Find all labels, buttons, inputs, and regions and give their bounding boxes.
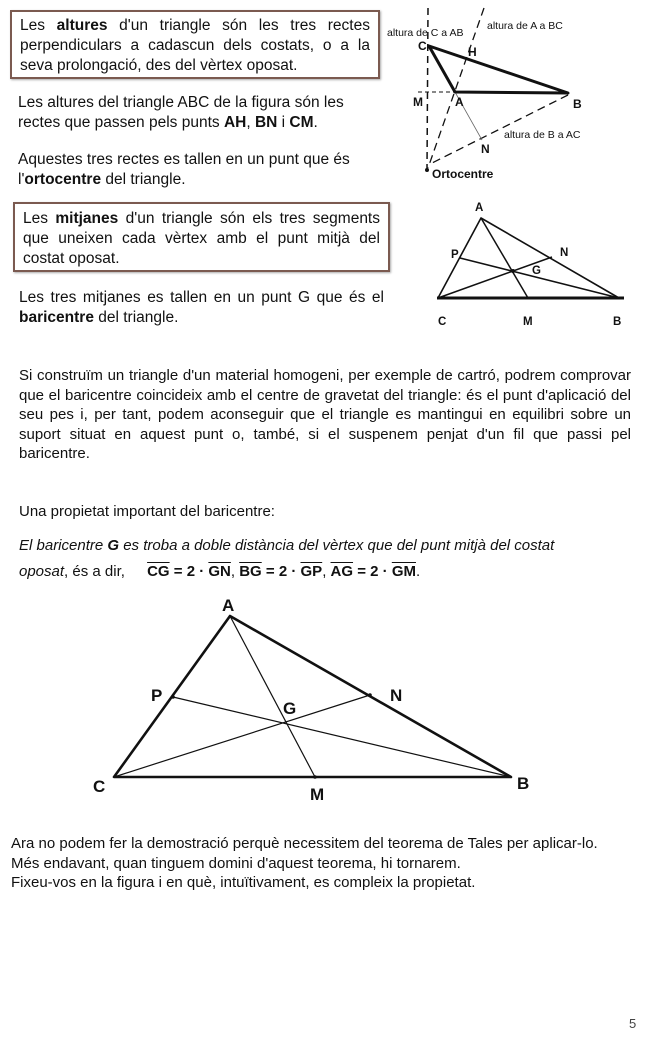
- orthocenter-point: [425, 168, 429, 172]
- triangle-abc: [429, 46, 568, 93]
- label-h: H: [468, 45, 477, 59]
- term-ortocentre: ortocentre: [24, 171, 102, 188]
- property-statement: [19, 533, 639, 585]
- equation-bg: $\overline{BG} = 2 \cdot \overline{GP}$,: [239, 563, 327, 580]
- median-cn-large: [114, 695, 370, 777]
- property-line-2: oposat, és a dir, $\overline{CG} = 2 \cdot \overline{GN}$, $\overline{BG} = 2 \cdot \overline{GP}$, $\overline{AG} = 2 \cdot \overline{GM}$.: [19, 563, 421, 580]
- label-alt-b: altura de B a AC: [504, 129, 581, 141]
- median-bp-large: [173, 697, 511, 777]
- label-alt-a: altura de A a BC: [487, 20, 563, 32]
- label-m: M: [413, 95, 423, 109]
- mitjanes-definition: Les mitjanes d'un triangle són els tres segments que uneixen cada vèrtex amb el punt mitjà del costat oposat.: [23, 210, 380, 267]
- altures-definition-box: [10, 10, 380, 79]
- label-g-large: G: [283, 699, 297, 718]
- page-number: 5: [629, 1016, 637, 1031]
- label-g-small: G: [532, 265, 541, 277]
- side-ca-ab: [438, 218, 619, 298]
- altures-definition: Les altures d'un triangle són les tres rectes perpendiculars a cadascun dels costats, o a la seva prolongació, des del vèrtex oposat.: [20, 17, 370, 74]
- medians-small-figure: [400, 190, 645, 335]
- label-c-large: C: [93, 777, 106, 796]
- label-p-large: P: [151, 686, 163, 705]
- ortocentre-paragraph: Aquestes tres rectes es tallen en un punt que és l'ortocentre del triangle.: [18, 151, 350, 188]
- median-bp: [460, 258, 619, 298]
- term-mitjanes: mitjanes: [55, 210, 119, 227]
- label-ortocentre: Ortocentre: [432, 167, 494, 181]
- property-line-1: El baricentre G es troba a doble distància del vèrtex que del punt mitjà del costat: [19, 537, 555, 554]
- label-b-small: B: [613, 316, 622, 328]
- closing-line-3: Fixeu-vos en la figura i en què, intuïtivament, es compleix la propietat.: [11, 874, 476, 891]
- cartro-paragraph: Si construïm un triangle d'un material homogeni, per exemple de cartró, podrem comprovar que el baricentre coincideix amb el centre de gravetat del triangle: és el punt d'aplicació del seu pes i, per tant, podem aconseguir que el triangle es mantingui en equilibri sobre un suport situat en aquest punt o, també, si el suspenem penjat d'un fil que passi pel baricentre.: [19, 367, 631, 462]
- mitjanes-definition-box: [13, 202, 390, 272]
- label-a-large: A: [222, 596, 235, 615]
- point-n: [368, 693, 372, 697]
- label-c: C: [418, 39, 427, 53]
- label-b-large: B: [517, 774, 530, 793]
- label-m-large: M: [310, 785, 325, 804]
- closing-line-1: Ara no podem fer la demostració perquè necessitem del teorema de Tales per aplicar-lo.: [11, 835, 598, 852]
- label-m-small: M: [523, 316, 533, 328]
- closing-line-2: Més endavant, quan tinguem domini d'aquest teorema, hi tornarem.: [11, 854, 461, 872]
- label-alt-c: altura de C a AB: [387, 27, 464, 39]
- label-n: N: [481, 142, 490, 156]
- median-am: [481, 218, 528, 298]
- medians-large-figure: [80, 585, 560, 815]
- label-n-large: N: [390, 686, 403, 705]
- property-heading: Una propietat important del baricentre:: [19, 503, 275, 520]
- point-m: [313, 775, 317, 779]
- equation-ag: $\overline{AG} = 2 \cdot \overline{GM}$.: [330, 563, 421, 580]
- baricentre-paragraph: Les tres mitjanes es tallen en un punt G que és el baricentre del triangle.: [19, 289, 384, 326]
- equation-cg: $\overline{CG} = 2 \cdot \overline{GN}$,: [147, 563, 236, 580]
- term-baricentre: baricentre: [19, 309, 94, 326]
- term-altures: altures: [56, 17, 108, 34]
- label-a-small: A: [475, 202, 484, 214]
- point-p: [171, 695, 175, 699]
- label-b: B: [573, 97, 582, 111]
- label-a: A: [455, 95, 464, 109]
- label-n-small: N: [560, 247, 569, 259]
- altures-paragraph: Les altures del triangle ABC de la figura són les rectes que passen pels punts AH, BN i CM.: [18, 94, 344, 131]
- closing-paragraph: [11, 834, 643, 893]
- point-g-small: [511, 269, 515, 273]
- orthocenter-figure: [380, 0, 645, 195]
- label-c-small: C: [438, 316, 447, 328]
- label-p-small: P: [451, 249, 459, 261]
